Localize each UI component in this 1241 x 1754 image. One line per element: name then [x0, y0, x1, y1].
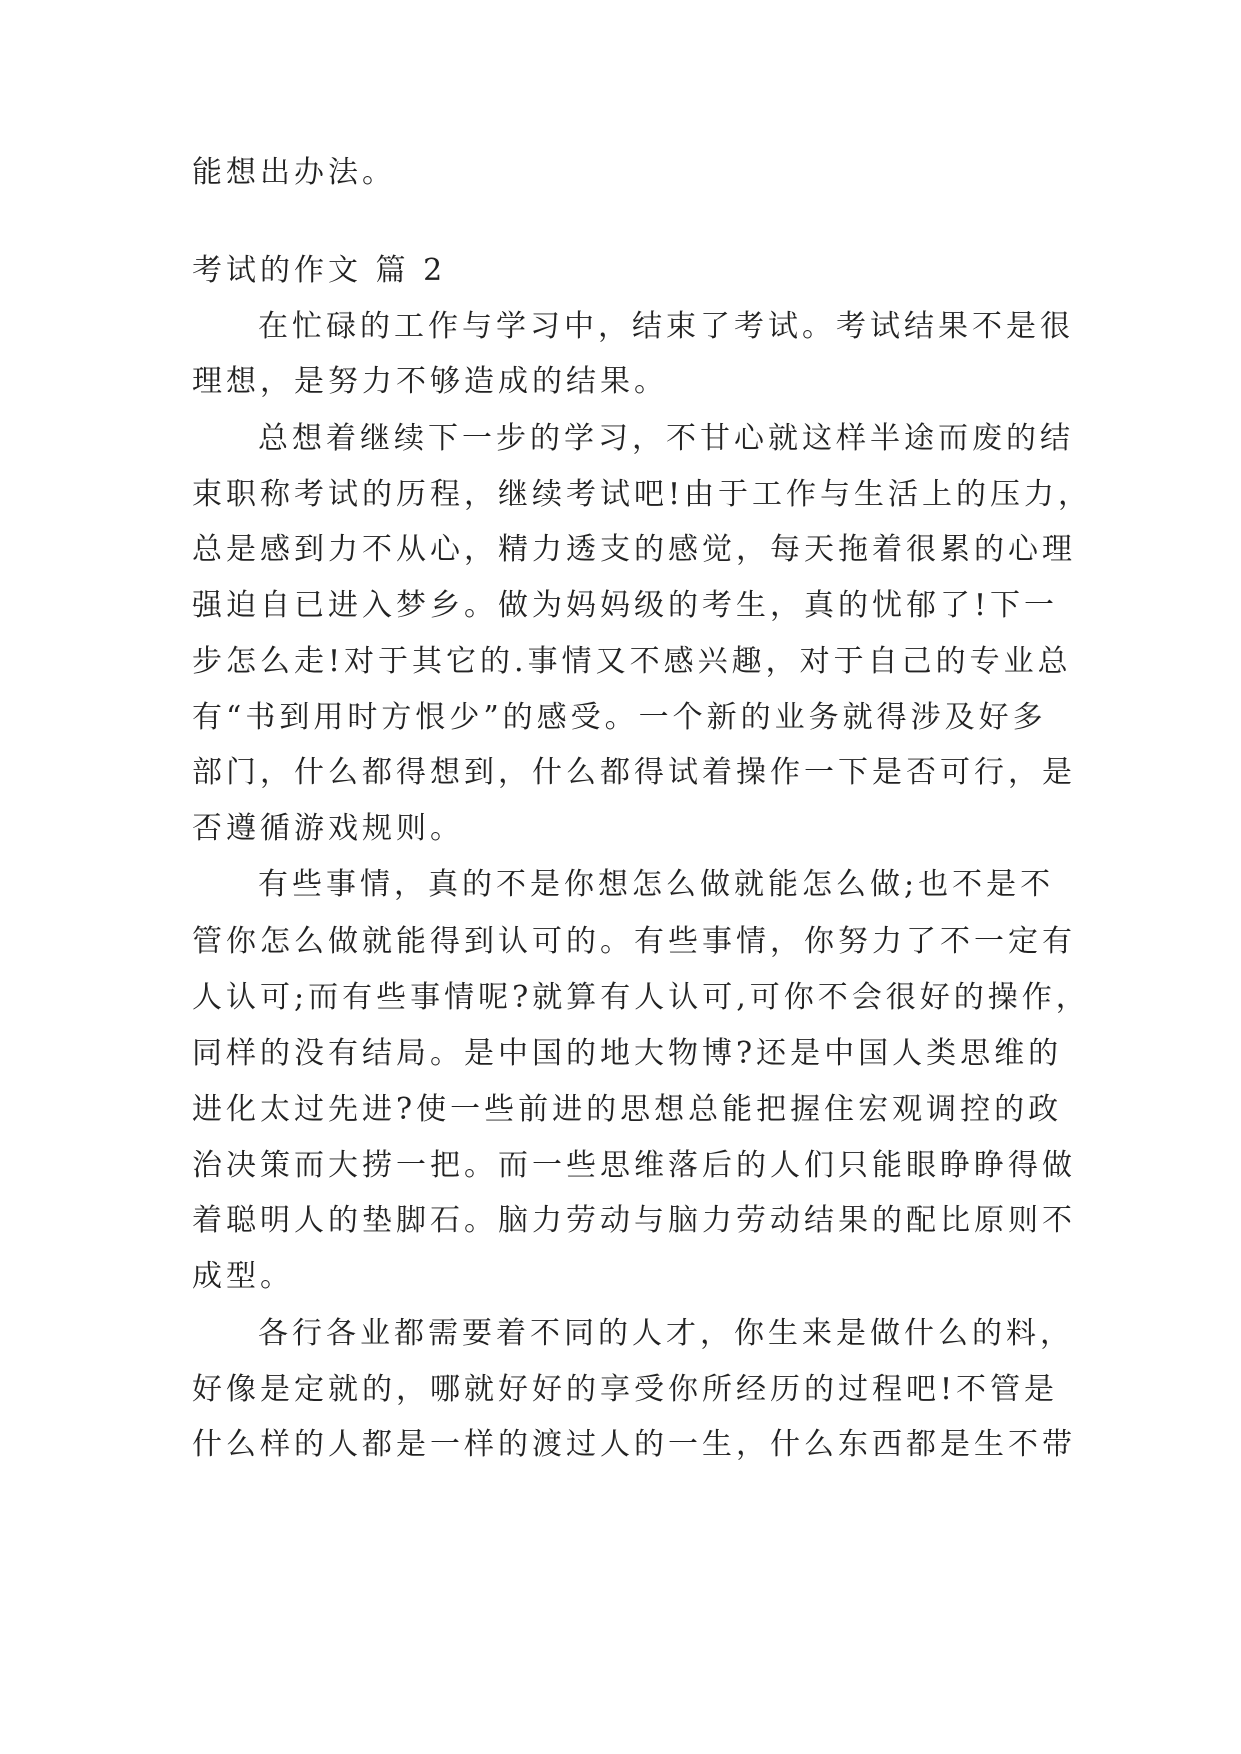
- section-heading: 考试的作文 篇 2: [192, 253, 447, 288]
- paragraph-line: 有些事情，真的不是你想怎么做就能怎么做;也不是不: [258, 867, 1055, 902]
- paragraph-line: 否遵循游戏规则。: [192, 811, 464, 846]
- paragraph-line: 部门，什么都得想到，什么都得试着操作一下是否可行，是: [192, 755, 1076, 790]
- text-line: 能想出办法。: [192, 155, 396, 190]
- paragraph-line: 成型。: [192, 1259, 294, 1294]
- paragraph-line: 各行各业都需要着不同的人才，你生来是做什么的料，: [258, 1316, 1074, 1351]
- paragraph-line: 总想着继续下一步的学习，不甘心就这样半途而废的结: [258, 421, 1074, 456]
- paragraph-line: 进化太过先进?使一些前进的思想总能把握住宏观调控的政: [192, 1092, 1063, 1127]
- paragraph-line: 管你怎么做就能得到认可的。有些事情，你努力了不一定有: [192, 924, 1076, 959]
- paragraph-line: 什么样的人都是一样的渡过人的一生，什么东西都是生不带: [192, 1427, 1076, 1462]
- paragraph-line: 步怎么走!对于其它的.事情又不感兴趣，对于自己的专业总: [192, 644, 1072, 679]
- paragraph-line: 人认可;而有些事情呢?就算有人认可,可你不会很好的操作，: [192, 980, 1090, 1015]
- paragraph-line: 治决策而大捞一把。而一些思维落后的人们只能眼睁睁得做: [192, 1148, 1076, 1183]
- paragraph-line: 着聪明人的垫脚石。脑力劳动与脑力劳动结果的配比原则不: [192, 1203, 1076, 1238]
- paragraph-line: 总是感到力不从心，精力透支的感觉，每天拖着很累的心理: [192, 532, 1076, 567]
- paragraph-line: 同样的没有结局。是中国的地大物博?还是中国人类思维的: [192, 1036, 1063, 1071]
- paragraph-line: 有“书到用时方恨少”的感受。一个新的业务就得涉及好多: [192, 700, 1047, 735]
- paragraph-line: 束职称考试的历程，继续考试吧!由于工作与生活上的压力，: [192, 477, 1093, 512]
- paragraph-line: 理想，是努力不够造成的结果。: [192, 364, 668, 399]
- paragraph-line: 强迫自已进入梦乡。做为妈妈级的考生，真的忧郁了!下一: [192, 588, 1059, 623]
- paragraph-line: 好像是定就的，哪就好好的享受你所经历的过程吧!不管是: [192, 1372, 1059, 1407]
- paragraph-line: 在忙碌的工作与学习中，结束了考试。考试结果不是很: [258, 309, 1074, 344]
